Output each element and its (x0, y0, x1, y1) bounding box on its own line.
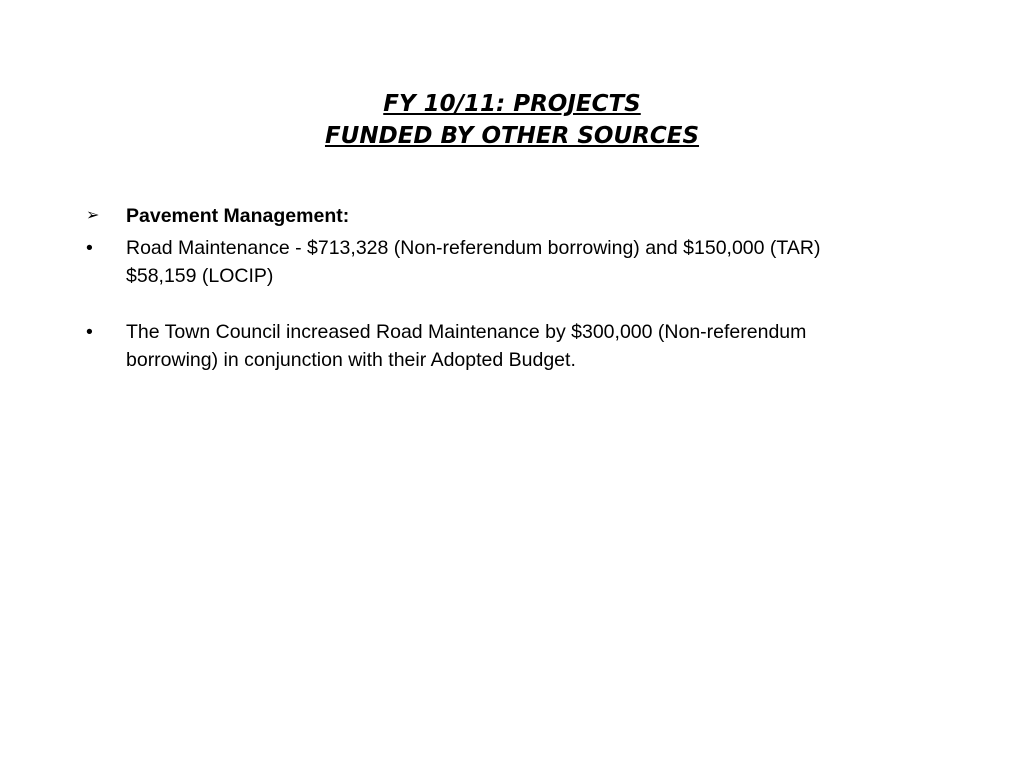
bullet-line: $58,159 (LOCIP) (126, 265, 274, 287)
bullet-line: borrowing) in conjunction with their Adopted Budget. (126, 349, 576, 371)
section-heading-item (86, 202, 966, 230)
bullet-icon: • (86, 237, 93, 259)
arrow-bullet-icon: ➢ (86, 207, 100, 224)
bullet-icon: • (86, 321, 93, 343)
title-line-1: FY 10/11: PROJECTS (383, 91, 641, 117)
bullet-line: Road Maintenance - $713,328 (Non-referendum borrowing) and $150,000 (TAR) (126, 237, 821, 259)
bullet-item (86, 318, 966, 374)
section-heading: Pavement Management: (126, 205, 350, 227)
slide-title (0, 88, 1024, 152)
title-line-2: FUNDED BY OTHER SOURCES (324, 123, 700, 149)
bullet-text (126, 234, 966, 290)
bullet-line: The Town Council increased Road Maintenance by $300,000 (Non-referendum (126, 321, 807, 343)
slide-body (86, 202, 966, 374)
bullet-item (86, 234, 966, 290)
bullet-text (126, 318, 966, 374)
